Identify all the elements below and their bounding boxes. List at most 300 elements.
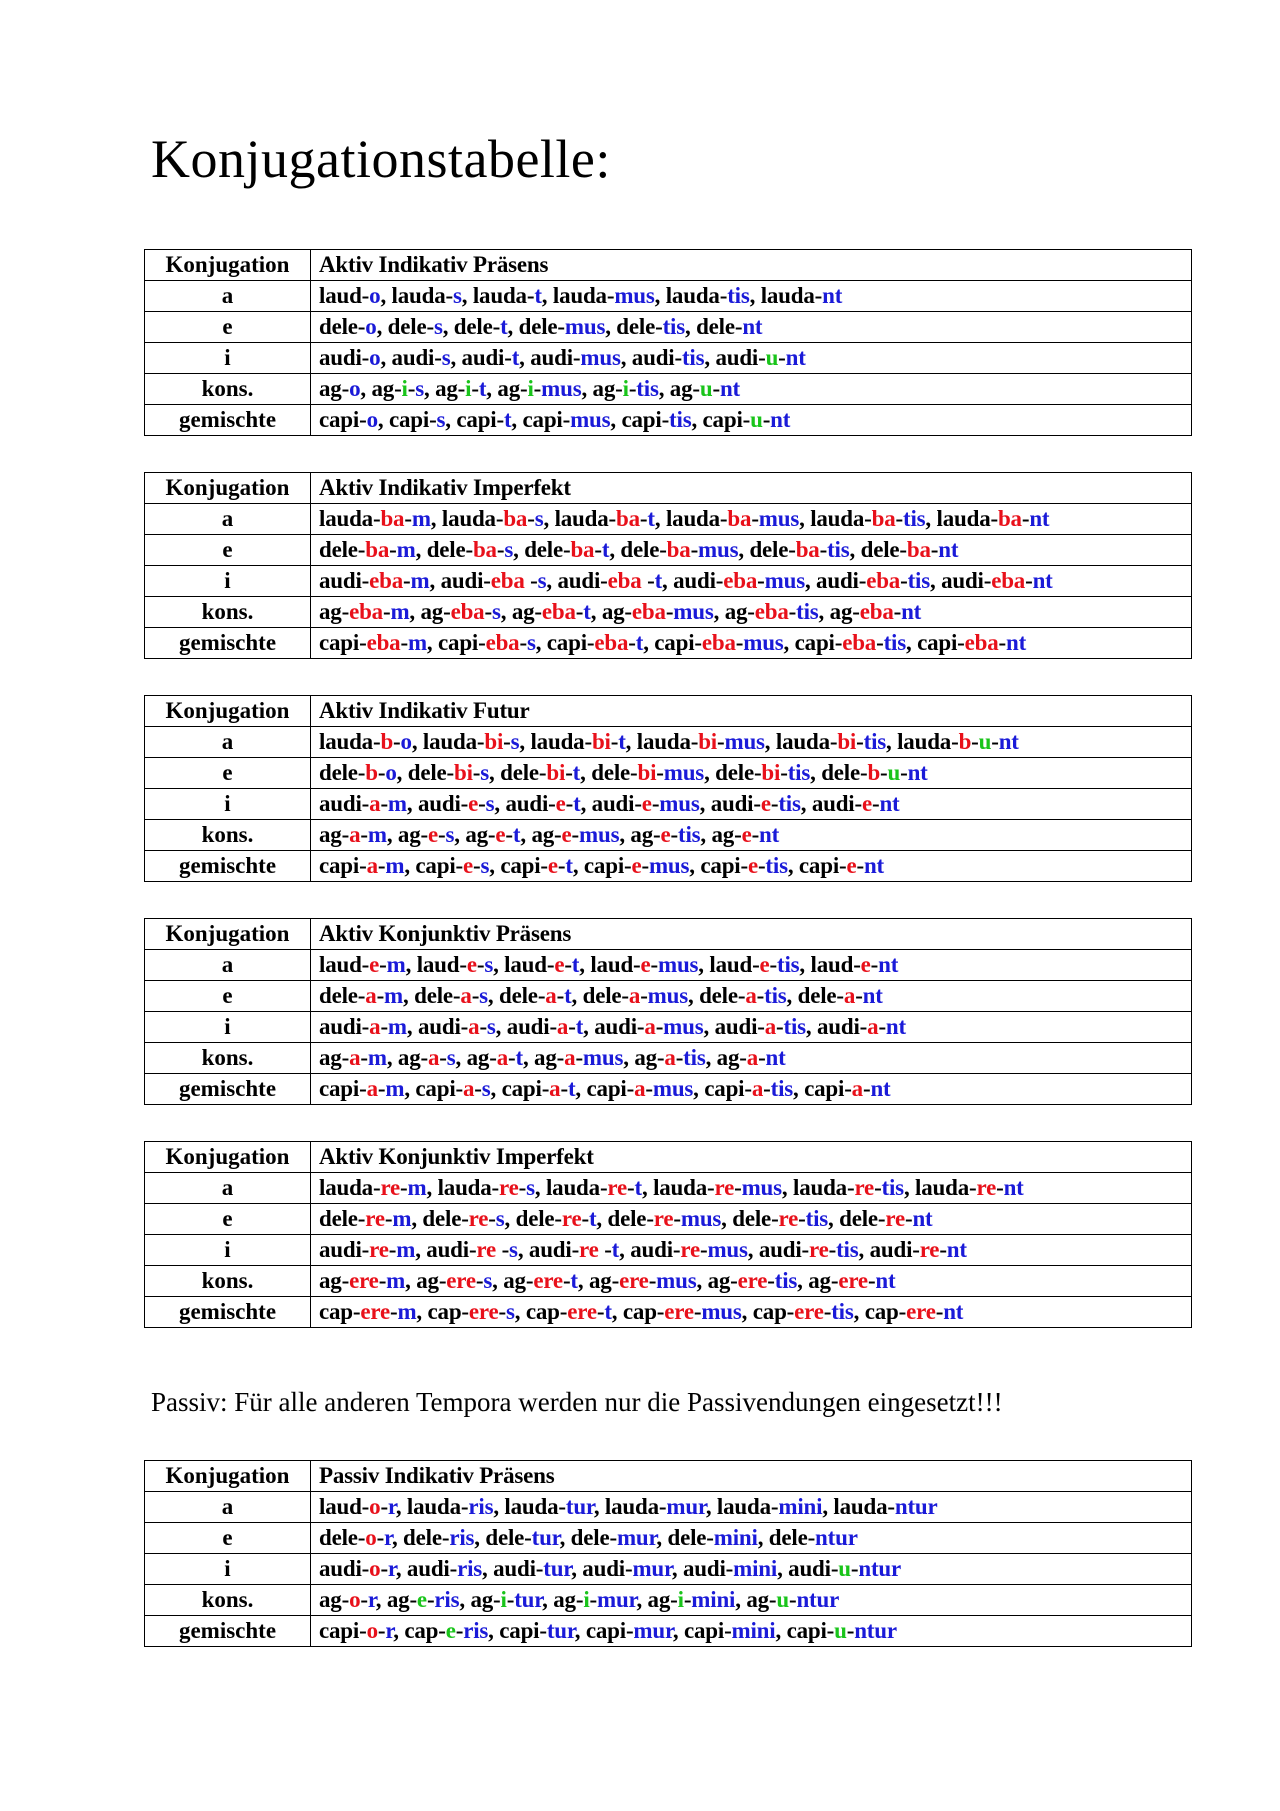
- stem-text: , dele-: [571, 983, 629, 1008]
- personal-ending: mini: [778, 1494, 823, 1519]
- personal-ending: mus: [541, 376, 582, 401]
- personal-ending: o: [369, 283, 381, 308]
- tense-marker: b: [365, 760, 378, 785]
- table-header-row: [145, 919, 1192, 950]
- connecting-vowel: u: [750, 407, 763, 432]
- tense-marker: e: [760, 791, 771, 816]
- personal-ending: ris: [449, 1525, 475, 1550]
- personal-ending: nt: [863, 853, 885, 878]
- conjugation-class-label: e: [145, 758, 311, 789]
- stem-text: , audi-: [858, 1237, 920, 1262]
- tense-marker: eba: [349, 599, 383, 624]
- stem-text: , dele-: [396, 760, 454, 785]
- personal-ending: tis: [764, 983, 787, 1008]
- stem-text: , ag-: [577, 1268, 620, 1293]
- stem-text: , capi-: [511, 407, 571, 432]
- verb-forms: [311, 1297, 1192, 1328]
- stem-text: -: [388, 1237, 397, 1262]
- personal-ending: ntur: [894, 1494, 938, 1519]
- tense-marker: e: [561, 822, 572, 847]
- stem-text: -: [382, 599, 391, 624]
- tense-heading: Passiv Indikativ Präsens: [311, 1461, 1192, 1492]
- personal-ending: mus: [680, 1206, 722, 1231]
- stem-text: , ag-: [409, 599, 451, 624]
- stem-text: ag-: [319, 822, 350, 847]
- stem-text: -: [377, 1076, 386, 1101]
- stem-text: -: [377, 853, 386, 878]
- tense-marker: re: [365, 1206, 385, 1231]
- personal-ending: t: [583, 599, 591, 624]
- stem-text: , dele-: [559, 1525, 617, 1550]
- tense-marker: a: [365, 983, 377, 1008]
- stem-text: , audi-: [583, 1014, 645, 1039]
- stem-text: -: [673, 1206, 681, 1231]
- stem-text: -: [426, 1587, 435, 1612]
- tense-marker: a: [369, 791, 381, 816]
- stem-text: , cap-: [393, 1618, 446, 1643]
- stem-text: -: [484, 599, 492, 624]
- connecting-vowel: i: [622, 376, 629, 401]
- conjugation-class-label: kons.: [145, 374, 311, 405]
- personal-ending: nt: [946, 1237, 967, 1262]
- personal-ending: tis: [881, 1175, 904, 1200]
- stem-text: , capi-: [693, 1076, 752, 1101]
- stem-text: , lauda-: [749, 283, 823, 308]
- personal-ending: mus: [659, 791, 700, 816]
- personal-ending: mus: [657, 952, 699, 977]
- stem-text: , dele-: [687, 983, 746, 1008]
- conjugation-class-label: a: [145, 504, 311, 535]
- tense-marker: ba: [727, 506, 752, 531]
- tense-marker: a: [349, 1045, 361, 1070]
- stem-text: audi-: [319, 345, 370, 370]
- verb-forms: [311, 405, 1192, 436]
- stem-text: -: [651, 791, 660, 816]
- verb-forms: [311, 1492, 1192, 1523]
- personal-ending: s: [445, 822, 455, 847]
- stem-text: -: [867, 1268, 876, 1293]
- stem-text: , capi-: [775, 1618, 835, 1643]
- stem-text: -: [472, 760, 481, 785]
- stem-text: audi-: [319, 791, 370, 816]
- personal-ending: s: [433, 314, 443, 339]
- stem-text: -: [404, 506, 412, 531]
- tense-heading: Aktiv Konjunktiv Imperfekt: [311, 1142, 1192, 1173]
- personal-ending: t: [654, 568, 663, 593]
- stem-text: , cap-: [514, 1299, 568, 1324]
- tense-heading: Aktiv Konjunktiv Präsens: [311, 919, 1192, 950]
- stem-text: , audi-: [580, 791, 642, 816]
- personal-ending: t: [564, 983, 572, 1008]
- stem-text: , capi-: [445, 407, 504, 432]
- stem-text: -: [900, 760, 908, 785]
- stem-text: capi-: [319, 630, 367, 655]
- stem-text: -: [556, 983, 565, 1008]
- personal-ending: o: [349, 376, 361, 401]
- stem-text: , lauda-: [519, 729, 592, 754]
- stem-text: -: [610, 729, 619, 754]
- stem-text: , audi-: [699, 791, 761, 816]
- table-row: [145, 851, 1192, 882]
- stem-text: , lauda-: [886, 729, 959, 754]
- tense-marker: ba: [616, 506, 640, 531]
- stem-text: , lauda-: [799, 506, 872, 531]
- verb-forms: [311, 1554, 1192, 1585]
- stem-text: -: [991, 729, 999, 754]
- personal-ending: mus: [579, 822, 620, 847]
- tense-marker: eba: [964, 630, 999, 655]
- personal-ending: tis: [827, 537, 850, 562]
- table-row: [145, 1235, 1192, 1266]
- conjugation-class-label: gemischte: [145, 851, 311, 882]
- personal-ending: m: [385, 1076, 405, 1101]
- stem-text: -: [503, 729, 511, 754]
- tense-marker: e: [741, 822, 752, 847]
- personal-ending: t: [515, 1045, 523, 1070]
- conjugation-class-label: a: [145, 727, 311, 758]
- stem-text: , audi-: [406, 1014, 469, 1039]
- stem-text: , ag-: [454, 822, 496, 847]
- stem-text: -: [751, 822, 760, 847]
- personal-ending: s: [480, 853, 490, 878]
- personal-ending: nt: [870, 1076, 891, 1101]
- conjugation-class-label: e: [145, 312, 311, 343]
- personal-ending: t: [604, 1299, 612, 1324]
- connecting-vowel: u: [765, 345, 779, 370]
- personal-ending: mus: [656, 1268, 697, 1293]
- personal-ending: t: [565, 853, 573, 878]
- stem-text: -: [505, 822, 513, 847]
- personal-ending: s: [446, 1045, 456, 1070]
- tense-marker: re: [976, 1175, 997, 1200]
- personal-ending: tis: [863, 729, 887, 754]
- tense-marker: a: [851, 1076, 863, 1101]
- table-row: [145, 566, 1192, 597]
- conjugation-class-label: a: [145, 1173, 311, 1204]
- connecting-vowel: u: [978, 729, 992, 754]
- stem-text: , ag-: [459, 1587, 501, 1612]
- stem-text: , audi-: [406, 791, 469, 816]
- stem-text: , dele-: [721, 1206, 779, 1231]
- stem-text: , lauda-: [593, 1494, 667, 1519]
- personal-ending: o: [369, 345, 381, 370]
- stem-text: -: [389, 537, 397, 562]
- personal-ending: nt: [862, 983, 883, 1008]
- personal-ending: tur: [565, 1494, 594, 1519]
- personal-ending: ris: [434, 1587, 460, 1612]
- personal-ending: mur: [633, 1618, 673, 1643]
- stem-text: -: [862, 1076, 871, 1101]
- stem-text: , ag-: [705, 1045, 747, 1070]
- conjugation-class-label: gemischte: [145, 1616, 311, 1647]
- table-row: [145, 1012, 1192, 1043]
- tense-marker: ere: [360, 1299, 390, 1324]
- stem-text: , ag-: [658, 376, 700, 401]
- personal-ending: s: [537, 568, 547, 593]
- table-row: [145, 343, 1192, 374]
- stem-text: -: [400, 1175, 408, 1200]
- stem-text: , dele-: [487, 983, 546, 1008]
- personal-ending: o: [385, 760, 397, 785]
- tense-marker: re: [607, 1175, 628, 1200]
- stem-text: , ag-: [423, 376, 466, 401]
- personal-ending: mini: [713, 1525, 758, 1550]
- personal-ending: m: [387, 791, 407, 816]
- conjugation-class-label: a: [145, 281, 311, 312]
- personal-ending: nt: [907, 760, 928, 785]
- verb-forms: [311, 1043, 1192, 1074]
- stem-text: -: [789, 1587, 797, 1612]
- stem-text: , capi-: [691, 407, 751, 432]
- tense-marker: re: [561, 1206, 582, 1231]
- stem-text: -: [557, 853, 566, 878]
- stem-text: lauda-: [319, 1175, 381, 1200]
- stem-text: , ag-: [619, 822, 661, 847]
- stem-text: , audi-: [703, 1014, 765, 1039]
- table-row: [145, 628, 1192, 659]
- conjugation-class-label: i: [145, 566, 311, 597]
- stem-text: , capi-: [610, 407, 670, 432]
- personal-ending: nt: [885, 1014, 906, 1039]
- stem-text: , dele-: [391, 1525, 450, 1550]
- tense-marker: a: [349, 822, 361, 847]
- tense-marker: a: [468, 1014, 480, 1039]
- stem-text: , lauda-: [822, 1494, 895, 1519]
- verb-forms: [311, 758, 1192, 789]
- personal-ending: nt: [1006, 630, 1027, 655]
- verb-forms: [311, 535, 1192, 566]
- tense-marker: ere: [906, 1299, 936, 1324]
- tense-marker: ba: [795, 537, 820, 562]
- tense-marker: e: [427, 822, 438, 847]
- stem-text: -: [762, 407, 771, 432]
- conjugation-class-label: kons.: [145, 1043, 311, 1074]
- column-header-konjugation: Konjugation: [145, 250, 311, 281]
- stem-text: , lauda-: [925, 506, 998, 531]
- personal-ending: tis: [796, 599, 819, 624]
- conjugation-table: [144, 1141, 1192, 1328]
- personal-ending: tis: [783, 1014, 806, 1039]
- personal-ending: m: [367, 822, 387, 847]
- personal-ending: nt: [719, 376, 740, 401]
- tense-marker: ere: [838, 1268, 868, 1293]
- personal-ending: mur: [666, 1494, 706, 1519]
- verb-forms: [311, 1616, 1192, 1647]
- stem-text: , ag-: [581, 376, 623, 401]
- stem-text: , ag-: [486, 376, 528, 401]
- personal-ending: nt: [938, 537, 959, 562]
- stem-text: , audi-: [804, 568, 867, 593]
- conjugation-table: [144, 249, 1192, 436]
- conjugation-class-label: a: [145, 1492, 311, 1523]
- tense-marker: ere: [567, 1299, 597, 1324]
- table-header-row: [145, 473, 1192, 504]
- stem-text: , capi-: [490, 1076, 550, 1101]
- stem-text: -: [717, 729, 725, 754]
- stem-text: -: [776, 1014, 784, 1039]
- verb-forms: [311, 312, 1192, 343]
- stem-text: , laud-: [799, 952, 861, 977]
- stem-text: -: [471, 376, 479, 401]
- personal-ending: m: [387, 1014, 407, 1039]
- personal-ending: t: [567, 1076, 576, 1101]
- connecting-vowel: e: [445, 1618, 456, 1643]
- stem-text: -: [496, 537, 505, 562]
- personal-ending: s: [484, 952, 494, 977]
- verb-forms: [311, 504, 1192, 535]
- tense-marker: ba: [871, 506, 896, 531]
- stem-text: , lauda-: [654, 283, 728, 308]
- tense-marker: e: [547, 853, 558, 878]
- conjugation-class-label: gemischte: [145, 405, 311, 436]
- stem-text: -: [930, 537, 939, 562]
- stem-text: laud-: [319, 1494, 370, 1519]
- verb-forms: [311, 374, 1192, 405]
- tense-marker: eba: [369, 568, 404, 593]
- personal-ending: nt: [1032, 568, 1053, 593]
- stem-text: , capi-: [489, 853, 548, 878]
- stem-text: , dele-: [513, 537, 571, 562]
- stem-text: , audi-: [620, 345, 682, 370]
- tense-marker: a: [843, 983, 856, 1008]
- stem-text: capi-: [319, 853, 367, 878]
- stem-text: -: [627, 1175, 635, 1200]
- conjugation-table: [144, 918, 1192, 1105]
- verb-forms: [311, 851, 1192, 882]
- stem-text: -: [376, 1525, 385, 1550]
- stem-text: -: [693, 1299, 702, 1324]
- stem-text: -: [360, 822, 368, 847]
- stem-text: , dele-: [738, 537, 796, 562]
- personal-ending: nt: [759, 822, 780, 847]
- personal-ending: tis: [765, 853, 788, 878]
- tense-marker: a: [427, 1045, 440, 1070]
- stem-text: , lauda-: [541, 283, 615, 308]
- tense-marker: re: [499, 1175, 519, 1200]
- personal-ending: ris: [468, 1494, 494, 1519]
- personal-ending: nt: [878, 952, 899, 977]
- stem-text: , dele-: [849, 537, 907, 562]
- tense-marker: bi: [484, 729, 504, 754]
- verb-forms: [311, 950, 1192, 981]
- personal-ending: ntur: [815, 1525, 858, 1550]
- table-row: [145, 1585, 1192, 1616]
- table-row: [145, 820, 1192, 851]
- stem-text: , capi-: [404, 853, 463, 878]
- tense-marker: e: [747, 853, 758, 878]
- stem-text: , lauda-: [781, 1175, 855, 1200]
- personal-ending: tis: [770, 1076, 794, 1101]
- conjugation-table: [144, 1460, 1192, 1647]
- stem-text: -: [508, 1045, 516, 1070]
- tense-marker: e: [660, 822, 671, 847]
- stem-text: -: [360, 1045, 368, 1070]
- personal-ending: m: [396, 537, 416, 562]
- personal-ending: s: [436, 407, 446, 432]
- stem-text: -: [641, 568, 655, 593]
- personal-ending: nt: [742, 314, 763, 339]
- personal-ending: tis: [662, 314, 685, 339]
- tense-marker: a: [644, 1014, 656, 1039]
- connecting-vowel: u: [838, 1556, 851, 1581]
- stem-text: -: [846, 1618, 855, 1643]
- verb-forms: [311, 597, 1192, 628]
- tense-marker: a: [764, 1014, 777, 1039]
- stem-text: , dele-: [507, 314, 565, 339]
- personal-ending: o: [365, 314, 377, 339]
- tense-marker: eba: [866, 568, 901, 593]
- personal-ending: mus: [663, 760, 705, 785]
- tense-marker: a: [460, 983, 472, 1008]
- personal-ending: t: [635, 630, 644, 655]
- conjugation-table: [144, 695, 1192, 882]
- stem-text: -: [496, 1237, 510, 1262]
- stem-text: , lauda-: [705, 1494, 779, 1519]
- tense-marker: re: [714, 1175, 735, 1200]
- stem-text: , audi-: [805, 1014, 868, 1039]
- stem-text: -: [856, 729, 864, 754]
- connecting-vowel: u: [699, 376, 713, 401]
- stem-text: , ag-: [542, 1587, 584, 1612]
- verb-forms: [311, 981, 1192, 1012]
- stem-text: ag-: [319, 1045, 350, 1070]
- personal-ending: t: [503, 407, 512, 432]
- personal-ending: nt: [998, 729, 1019, 754]
- personal-ending: t: [570, 1268, 578, 1293]
- stem-text: , audi-: [619, 1237, 681, 1262]
- personal-ending: t: [512, 822, 521, 847]
- personal-ending: ntur: [858, 1556, 902, 1581]
- tense-marker: b: [958, 729, 972, 754]
- tense-marker: ere: [533, 1268, 563, 1293]
- personal-ending: s: [509, 1237, 518, 1262]
- tense-marker: ba: [666, 537, 691, 562]
- personal-ending: t: [601, 537, 610, 562]
- stem-text: ag-: [319, 376, 350, 401]
- stem-text: -: [769, 952, 778, 977]
- stem-text: , dele-: [757, 1525, 816, 1550]
- verb-forms: [311, 281, 1192, 312]
- stem-text: , lauda-: [380, 283, 453, 308]
- stem-text: -: [598, 1237, 612, 1262]
- stem-text: -: [675, 1045, 684, 1070]
- tense-marker: e: [554, 952, 565, 977]
- stem-text: , audi-: [429, 568, 491, 593]
- stem-text: , ag-: [713, 599, 755, 624]
- stem-text: , ag-: [492, 1268, 534, 1293]
- personal-ending: s: [453, 283, 462, 308]
- stem-text: -: [575, 1045, 583, 1070]
- stem-text: -: [376, 983, 385, 1008]
- personal-ending: tur: [546, 1618, 575, 1643]
- conjugation-class-label: i: [145, 1012, 311, 1043]
- table-row: [145, 1074, 1192, 1105]
- personal-ending: t: [618, 729, 626, 754]
- stem-text: -: [506, 1587, 515, 1612]
- stem-text: -: [683, 1587, 692, 1612]
- stem-text: , audi-: [517, 1237, 580, 1262]
- stem-text: , lauda-: [426, 1175, 500, 1200]
- stem-text: -: [880, 760, 888, 785]
- personal-ending: m: [386, 952, 406, 977]
- personal-ending: tis: [787, 760, 811, 785]
- tense-marker: e: [468, 791, 479, 816]
- conjugation-class-label: e: [145, 535, 311, 566]
- verb-forms: [311, 566, 1192, 597]
- stem-text: ag-: [319, 1268, 350, 1293]
- conjugation-class-label: e: [145, 981, 311, 1012]
- verb-forms: [311, 1204, 1192, 1235]
